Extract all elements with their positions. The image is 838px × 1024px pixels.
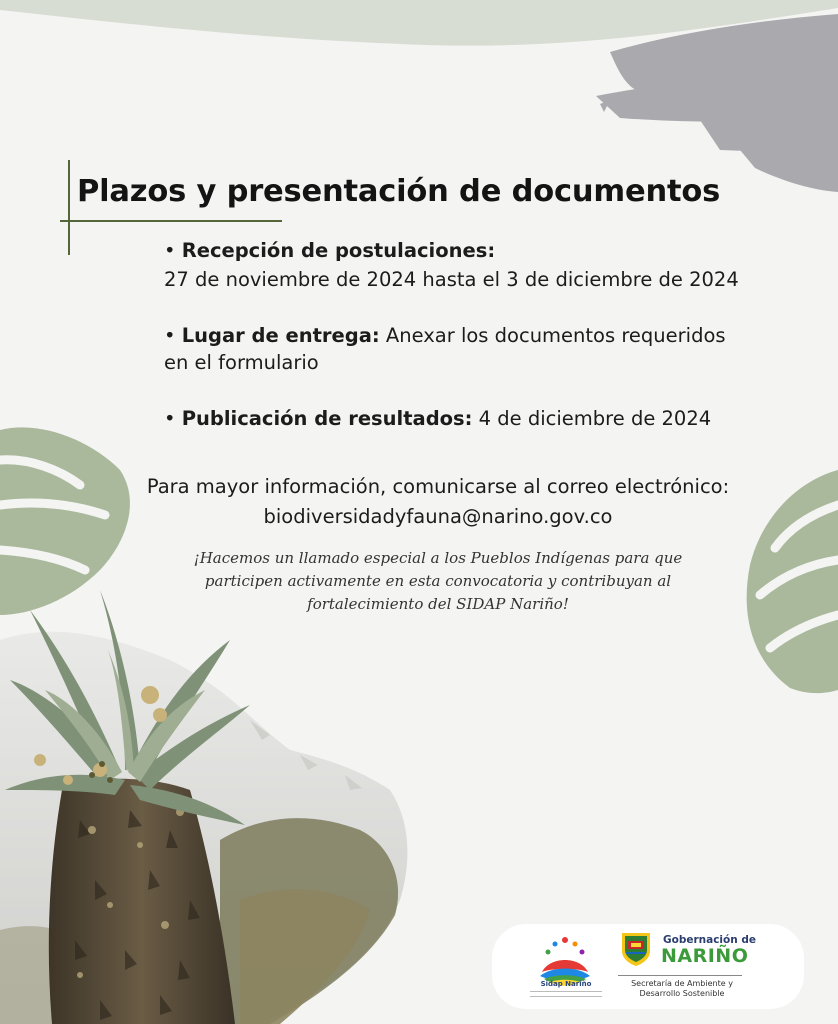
logo-card	[492, 924, 804, 1009]
list-item-publicacion: • Publicación de resultados: 4 de diciembre de 2024	[164, 407, 712, 430]
contact-line: Para mayor información, comunicarse al correo electrónico:	[146, 475, 730, 498]
item-label: Lugar de entrega:	[181, 324, 380, 347]
item-label: Recepción de postulaciones:	[181, 239, 496, 262]
gobernacion-shield-icon	[620, 931, 652, 967]
item-label: Publicación de resultados:	[181, 407, 473, 430]
gobernacion-name: NARIÑO	[661, 945, 749, 967]
sidap-name: Sidap Nariño	[540, 980, 592, 988]
list-item-recepcion: • Recepción de postulaciones: 27 de noviembre de 2024 hasta el 3 de diciembre de 2024	[164, 237, 744, 293]
gobernacion-title: Gobernación de	[663, 934, 757, 946]
secretaria-name: Secretaría de Ambiente y Desarrollo Sostenible	[631, 979, 733, 998]
gobernacion-divider	[618, 975, 742, 976]
item-text: 4 de diciembre de 2024	[478, 407, 712, 430]
sidap-subtitle-lines	[530, 991, 602, 997]
list-item-lugar: • Lugar de entrega: Anexar los documentos requeridos en el formulario	[164, 324, 726, 374]
contact-email: biodiversidadyfauna@narino.gov.co	[263, 505, 613, 528]
item-text: Anexar los documentos requeridos en el formulario	[164, 324, 726, 374]
contact-info	[100, 472, 776, 532]
title-accent-horizontal-line	[60, 220, 282, 222]
page-title: Plazos y presentación de documentos	[77, 174, 721, 209]
call-to-action: ¡Hacemos un llamado especial a los Pueblos Indígenas para que participen activamente en esta convocatoria y contribuyan al fortalecimiento del SIDAP Nariño!	[193, 549, 683, 613]
item-text: 27 de noviembre de 2024 hasta el 3 de diciembre de 2024	[164, 268, 739, 291]
frailejon-photo	[0, 590, 407, 1024]
title-accent-vertical-line	[68, 160, 70, 255]
